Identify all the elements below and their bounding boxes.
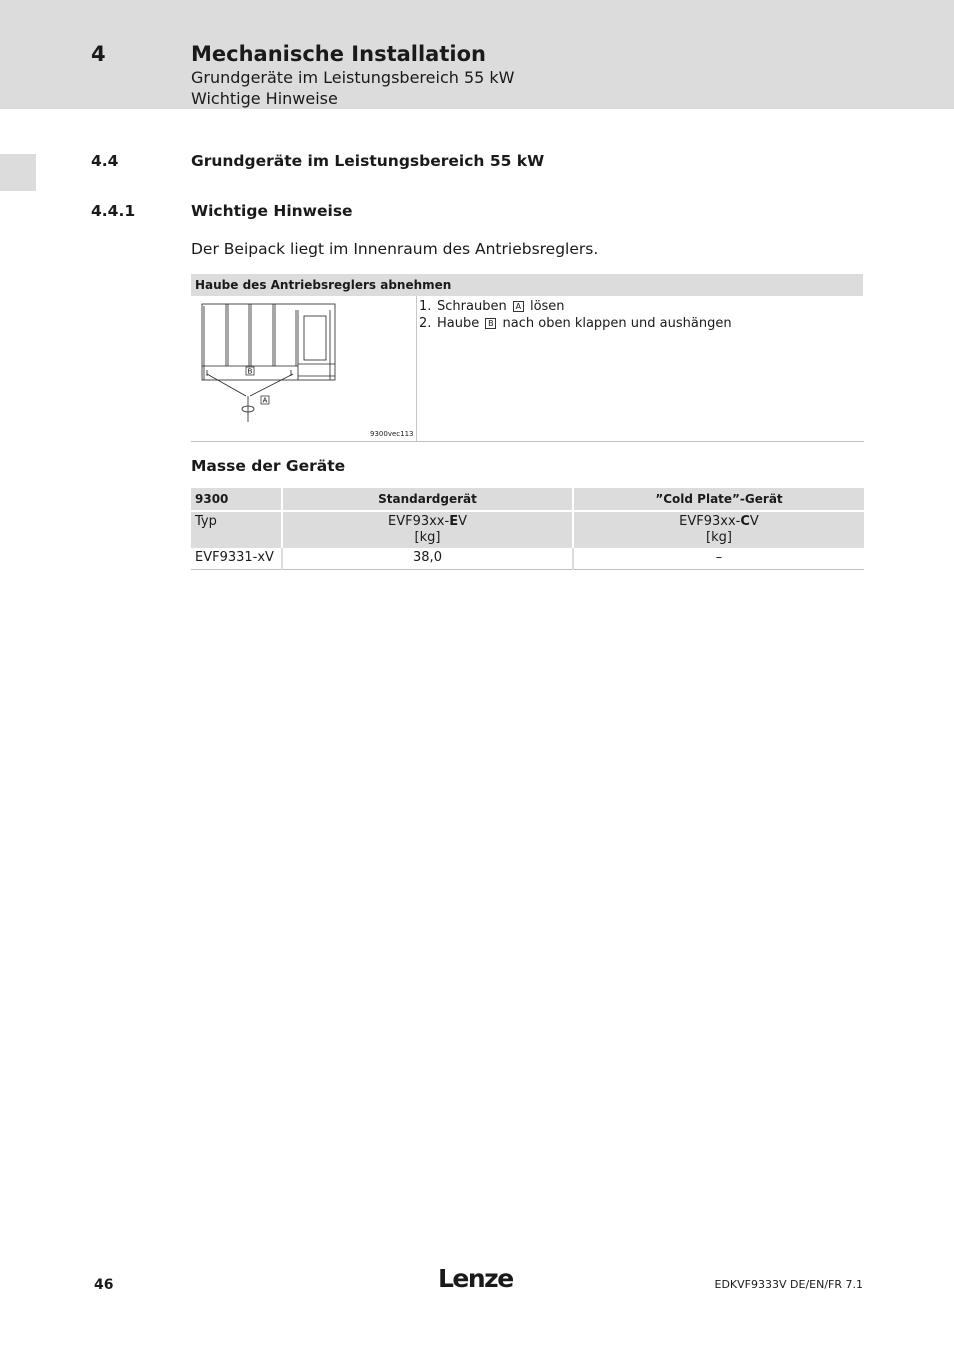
label-b-text: B (247, 368, 253, 376)
step-number: 2. (419, 316, 432, 331)
type-prefix: EVF93xx- (679, 514, 741, 529)
label-a-text: A (262, 397, 268, 405)
step-number: 1. (419, 299, 432, 314)
subsection-title: Wichtige Hinweise (191, 202, 353, 220)
intro-text: Der Beipack liegt im Innenraum des Antriebsreglers. (191, 240, 599, 258)
figure-caption: 9300vec113 (370, 430, 414, 438)
column-header: ”Cold Plate”-Gerät (573, 488, 864, 511)
section-title: Grundgeräte im Leistungsbereich 55 kW (191, 152, 545, 170)
mass-table (191, 488, 864, 570)
column-header: Standardgerät (282, 488, 573, 511)
type-code: E (449, 514, 459, 529)
table-cell: 38,0 (282, 548, 573, 570)
side-tab-marker (0, 154, 36, 191)
section-number: 4.4 (91, 152, 119, 170)
step-text: nach oben klappen und aushängen (502, 316, 732, 331)
chapter-number: 4 (91, 42, 106, 66)
masse-title: Masse der Geräte (191, 457, 346, 475)
column-header: 9300 (191, 488, 282, 511)
key-label-a: A (513, 301, 524, 312)
table-cell: – (573, 548, 864, 570)
chapter-subtitle-2: Wichtige Hinweise (191, 89, 338, 108)
table-cell: Typ (191, 511, 282, 548)
step-text: Haube (437, 316, 480, 331)
device-drawing-svg (191, 296, 416, 441)
chapter-title: Mechanische Installation (191, 42, 486, 66)
unit-label: [kg] (706, 530, 732, 545)
step-text: Schrauben (437, 299, 507, 314)
step-item (419, 298, 732, 315)
chapter-subtitle-1: Grundgeräte im Leistungsbereich 55 kW (191, 68, 515, 87)
device-drawing (191, 296, 417, 441)
table-cell (573, 511, 864, 548)
type-prefix: EVF93xx- (387, 514, 450, 529)
table-header-row (191, 488, 864, 511)
step-text: lösen (529, 299, 565, 314)
table-cell (282, 511, 573, 548)
figure-box (191, 296, 864, 442)
table-cell: EVF9331-xV (191, 548, 282, 570)
type-suffix: V (749, 514, 759, 529)
page-number: 46 (94, 1277, 114, 1293)
figure-heading: Haube des Antriebsreglers abnehmen (191, 274, 863, 296)
document-id: EDKVF9333V DE/EN/FR 7.1 (714, 1278, 863, 1291)
type-suffix: V (458, 514, 467, 529)
subsection-number: 4.4.1 (91, 202, 136, 220)
type-code: C (740, 514, 750, 529)
table-row (191, 548, 864, 570)
lenze-logo: Lenze (438, 1264, 513, 1293)
unit-label: [kg] (414, 530, 441, 545)
step-item (419, 315, 732, 332)
key-label-b: B (485, 318, 496, 329)
table-row (191, 511, 864, 548)
step-list (419, 298, 732, 332)
